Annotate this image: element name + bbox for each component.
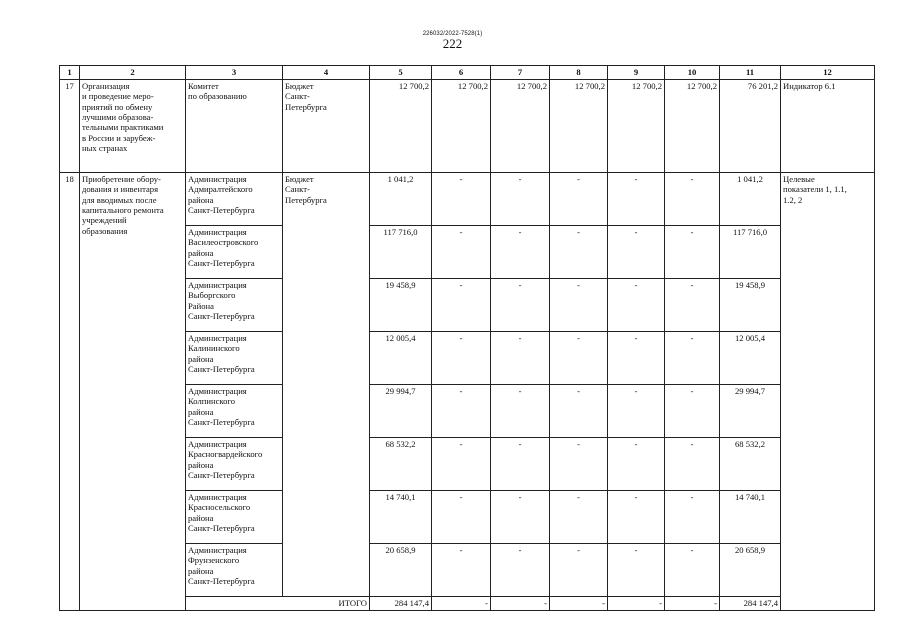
value-col11: 29 994,7 bbox=[720, 385, 781, 438]
indicator: Индикатор 6.1 bbox=[781, 80, 875, 173]
executor: Комитет по образованию bbox=[186, 80, 283, 173]
value-col8: - bbox=[550, 544, 608, 597]
value-col8: - bbox=[550, 491, 608, 544]
header-cell: 6 bbox=[432, 66, 491, 80]
value-col10: 12 700,2 bbox=[665, 80, 720, 173]
header-cell: 4 bbox=[283, 66, 370, 80]
page-number: 222 bbox=[442, 36, 463, 51]
value-col6: - bbox=[432, 332, 491, 385]
executor: Администрация Калининского района Санкт-Петербурга bbox=[186, 332, 283, 385]
value-col6: - bbox=[432, 491, 491, 544]
value-col11: 76 201,2 bbox=[720, 80, 781, 173]
value-col11: 1 041,2 bbox=[720, 173, 781, 226]
value-col6: 12 700,2 bbox=[432, 80, 491, 173]
value-col10: - bbox=[665, 279, 720, 332]
executor: Администрация Василеостровского района Санкт-Петербурга bbox=[186, 226, 283, 279]
value-col11: 12 005,4 bbox=[720, 332, 781, 385]
value-col6: - bbox=[432, 226, 491, 279]
value-col10: - bbox=[665, 226, 720, 279]
header-cell: 1 bbox=[60, 66, 80, 80]
total-col9: - bbox=[608, 597, 665, 611]
value-col10: - bbox=[665, 438, 720, 491]
value-col6: - bbox=[432, 544, 491, 597]
value-col8: - bbox=[550, 173, 608, 226]
header-cell: 2 bbox=[80, 66, 186, 80]
value-col11: 68 532,2 bbox=[720, 438, 781, 491]
total-label: ИТОГО bbox=[186, 597, 370, 611]
value-col9: - bbox=[608, 173, 665, 226]
document-id: 226032/2022-7528(1) bbox=[422, 31, 483, 37]
header-row bbox=[60, 66, 875, 80]
value-col9: - bbox=[608, 438, 665, 491]
value-col7: 12 700,2 bbox=[491, 80, 550, 173]
table-row bbox=[60, 173, 875, 226]
value-col8: - bbox=[550, 226, 608, 279]
value-col5: 20 658,9 bbox=[370, 544, 432, 597]
value-col11: 20 658,9 bbox=[720, 544, 781, 597]
value-col10: - bbox=[665, 544, 720, 597]
value-col11: 19 458,9 bbox=[720, 279, 781, 332]
value-col7: - bbox=[491, 332, 550, 385]
value-col5: 14 740,1 bbox=[370, 491, 432, 544]
value-col8: - bbox=[550, 438, 608, 491]
total-col8: - bbox=[550, 597, 608, 611]
total-col5: 284 147,4 bbox=[370, 597, 432, 611]
value-col6: - bbox=[432, 279, 491, 332]
header-cell: 5 bbox=[370, 66, 432, 80]
value-col6: - bbox=[432, 438, 491, 491]
value-col6: - bbox=[432, 173, 491, 226]
total-col7: - bbox=[491, 597, 550, 611]
value-col5: 68 532,2 bbox=[370, 438, 432, 491]
executor: Администрация Красногвардейского района Санкт-Петербурга bbox=[186, 438, 283, 491]
value-col6: - bbox=[432, 385, 491, 438]
executor: Администрация Фрунзенского района Санкт-Петербурга bbox=[186, 544, 283, 597]
value-col11: 117 716,0 bbox=[720, 226, 781, 279]
value-col5: 117 716,0 bbox=[370, 226, 432, 279]
value-col7: - bbox=[491, 226, 550, 279]
value-col5: 29 994,7 bbox=[370, 385, 432, 438]
value-col8: - bbox=[550, 385, 608, 438]
value-col10: - bbox=[665, 173, 720, 226]
value-col9: - bbox=[608, 544, 665, 597]
value-col7: - bbox=[491, 438, 550, 491]
header-cell: 9 bbox=[608, 66, 665, 80]
indicator: Целевые показатели 1, 1.1, 1.2, 2 bbox=[781, 173, 875, 611]
executor: Администрация Адмиралтейского района Санкт-Петербурга bbox=[186, 173, 283, 226]
total-col6: - bbox=[432, 597, 491, 611]
value-col7: - bbox=[491, 544, 550, 597]
value-col8: - bbox=[550, 279, 608, 332]
value-col8: 12 700,2 bbox=[550, 80, 608, 173]
value-col9: - bbox=[608, 332, 665, 385]
value-col9: - bbox=[608, 491, 665, 544]
header-cell: 10 bbox=[665, 66, 720, 80]
activity-name: Приобретение обору- дования и инвентаря для вводимых после капитального ремонта учреждений образования bbox=[80, 173, 186, 611]
header-cell: 12 bbox=[781, 66, 875, 80]
total-col10: - bbox=[665, 597, 720, 611]
value-col7: - bbox=[491, 173, 550, 226]
value-col9: - bbox=[608, 279, 665, 332]
value-col9: - bbox=[608, 385, 665, 438]
value-col10: - bbox=[665, 332, 720, 385]
funding-source: Бюджет Санкт- Петербурга bbox=[283, 80, 370, 173]
value-col7: - bbox=[491, 279, 550, 332]
value-col5: 1 041,2 bbox=[370, 173, 432, 226]
value-col5: 12 700,2 bbox=[370, 80, 432, 173]
row-number: 17 bbox=[60, 80, 80, 173]
table-row bbox=[60, 80, 875, 173]
executor: Администрация Колпинского района Санкт-Петербурга bbox=[186, 385, 283, 438]
value-col10: - bbox=[665, 491, 720, 544]
header-cell: 7 bbox=[491, 66, 550, 80]
executor: Администрация Выборгского Района Санкт-Петербурга bbox=[186, 279, 283, 332]
value-col7: - bbox=[491, 491, 550, 544]
value-col11: 14 740,1 bbox=[720, 491, 781, 544]
value-col7: - bbox=[491, 385, 550, 438]
budget-table bbox=[59, 65, 875, 611]
value-col8: - bbox=[550, 332, 608, 385]
value-col5: 12 005,4 bbox=[370, 332, 432, 385]
header-cell: 8 bbox=[550, 66, 608, 80]
executor: Администрация Красносельского района Санкт-Петербурга bbox=[186, 491, 283, 544]
row-number: 18 bbox=[60, 173, 80, 611]
activity-name: Организация и проведение меро- приятий по обмену лучшими образова- тельными практиками в России и зарубеж- ных странах bbox=[80, 80, 186, 173]
header-cell: 3 bbox=[186, 66, 283, 80]
value-col9: 12 700,2 bbox=[608, 80, 665, 173]
total-col11: 284 147,4 bbox=[720, 597, 781, 611]
header-cell: 11 bbox=[720, 66, 781, 80]
value-col9: - bbox=[608, 226, 665, 279]
funding-source: Бюджет Санкт- Петербурга bbox=[283, 173, 370, 597]
value-col10: - bbox=[665, 385, 720, 438]
value-col5: 19 458,9 bbox=[370, 279, 432, 332]
